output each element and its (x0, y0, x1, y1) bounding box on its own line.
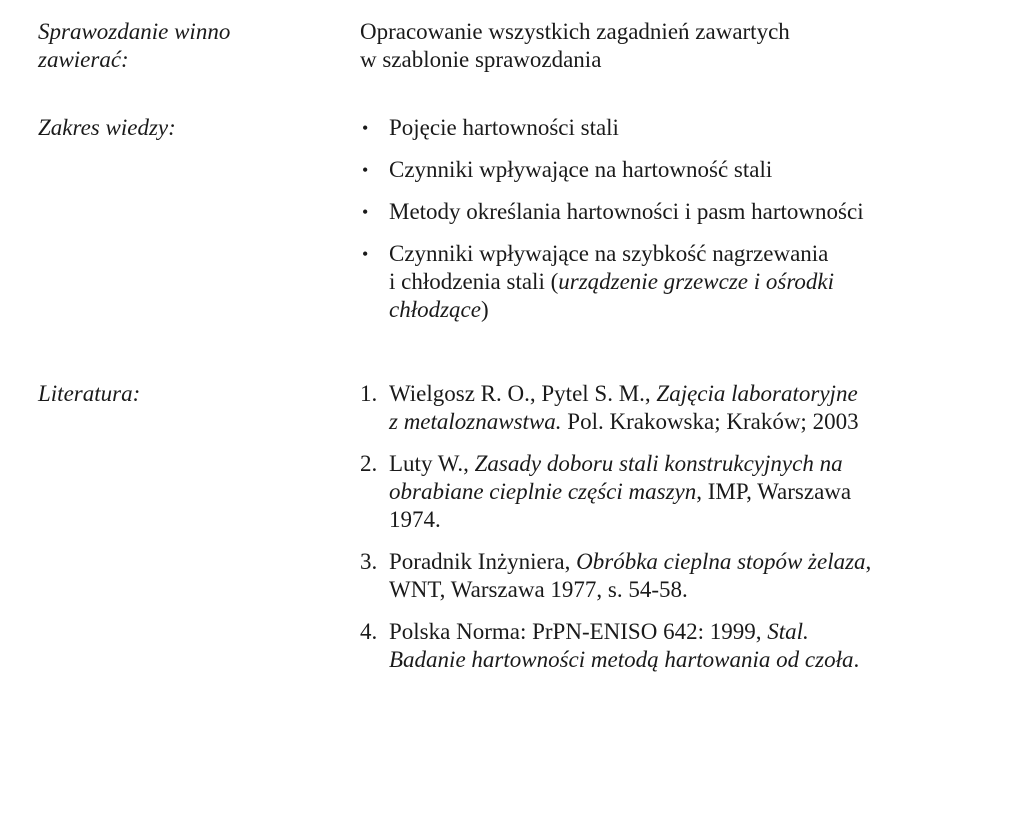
scope-item-italic: urządzenie grzewcze i ośrodki (558, 269, 835, 294)
literature-item-number: 3. (360, 549, 378, 574)
scope-item-italic: chłodzące (389, 297, 481, 322)
literature-item (360, 380, 1010, 436)
literature-item-number: 2. (360, 451, 378, 476)
report-text (360, 18, 1010, 74)
literature-item-text: Polska Norma: PrPN-ENISO 642: 1999, (389, 619, 768, 644)
literature-item-italic: z metaloznawstwa. (389, 409, 562, 434)
scope-item-line (389, 296, 1010, 324)
literature-item-text: Pol. Krakowska; Kraków; 2003 (561, 409, 859, 434)
scope-list (360, 114, 1010, 338)
literature-item-text: Poradnik Inżyniera, (389, 549, 577, 574)
bullet-icon: • (362, 202, 369, 222)
report-label-line2: zawierać: (38, 47, 129, 72)
literature-item-italic: Obróbka cieplna stopów żelaza (576, 549, 866, 574)
literature-item-text: , (865, 549, 872, 574)
scope-item-text: ) (480, 297, 489, 322)
literature-item-line (389, 450, 1010, 478)
scope-item-text: Czynniki wpływające na hartowność stali (389, 157, 773, 182)
literature-item-number: 4. (360, 619, 378, 644)
literature-item-italic: Stal. (767, 619, 809, 644)
literature-item-line: 1974. (389, 507, 441, 532)
literature-item-line (389, 618, 1010, 646)
literature-item-italic: Zasady doboru stali konstrukcyjnych na (474, 451, 843, 476)
scope-item-text: i chłodzenia stali ( (389, 269, 559, 294)
literature-item-line: WNT, Warszawa 1977, s. 54-58. (389, 577, 688, 602)
literature-item-line (389, 478, 1010, 506)
literature-item-italic: Zajęcia laboratoryjne (656, 381, 858, 406)
literature-item-line (389, 548, 1010, 576)
literature-item-number: 1. (360, 381, 378, 406)
literature-item-line (389, 380, 1010, 408)
literature-item-italic: Badanie hartowności metodą hartowania od czoła (389, 647, 854, 672)
literature-item-text: , IMP, Warszawa (696, 479, 852, 504)
literature-label: Literatura: (38, 381, 141, 406)
scope-list-item (360, 198, 1010, 226)
scope-list-item (360, 156, 1010, 184)
literature-item-text: Luty W., (389, 451, 475, 476)
scope-list-item (360, 240, 1010, 324)
literature-item-text: Wielgosz R. O., Pytel S. M., (389, 381, 657, 406)
scope-item-text: Pojęcie hartowności stali (389, 115, 619, 140)
literature-item-italic: obrabiane cieplnie części maszyn (389, 479, 697, 504)
scope-label: Zakres wiedzy: (38, 115, 176, 140)
bullet-icon: • (362, 118, 369, 138)
literature-item-line (389, 408, 1010, 436)
bullet-icon: • (362, 160, 369, 180)
literature-list (360, 380, 1010, 688)
literature-item (360, 618, 1010, 674)
bullet-icon: • (362, 244, 369, 264)
scope-item-text: Metody określania hartowności i pasm hartowności (389, 199, 864, 224)
literature-item-text: . (853, 647, 860, 672)
scope-item-line (389, 268, 1010, 296)
report-label (38, 18, 338, 74)
report-label-line1: Sprawozdanie winno (38, 19, 231, 44)
literature-item-line (389, 646, 1010, 674)
report-text-line1: Opracowanie wszystkich zagadnień zawartych (360, 19, 790, 44)
report-text-line2: w szablonie sprawozdania (360, 47, 602, 72)
scope-item-line: Czynniki wpływające na szybkość nagrzewania (389, 241, 829, 266)
scope-list-item (360, 114, 1010, 142)
literature-item (360, 450, 1010, 534)
literature-item (360, 548, 1010, 604)
